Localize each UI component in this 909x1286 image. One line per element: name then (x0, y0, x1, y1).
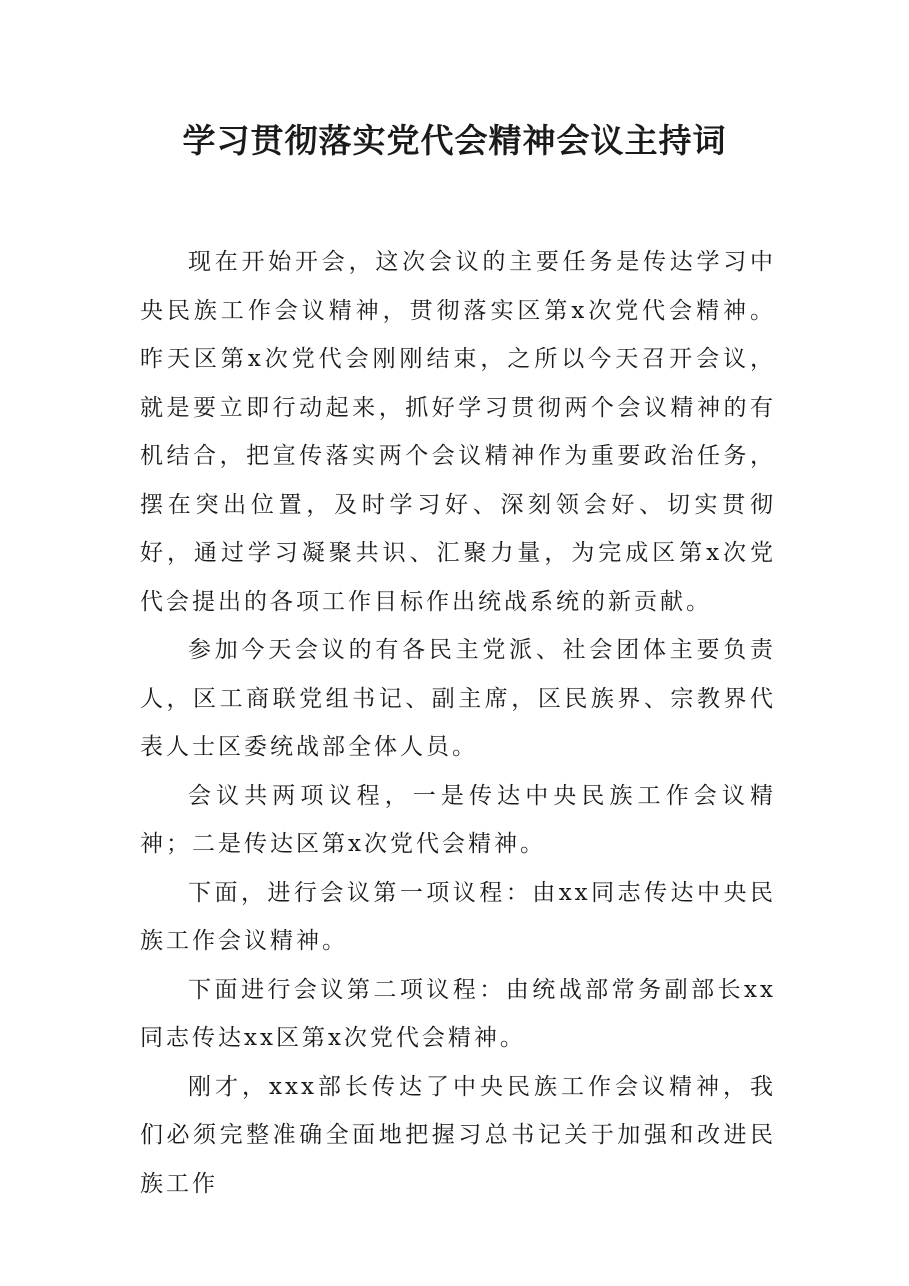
document-body (140, 238, 776, 1208)
paragraph-opening: 现在开始开会，这次会议的主要任务是传达学习中央民族工作会议精神，贯彻落实区第x次党代会精神。昨天区第x次党代会刚刚结束，之所以今天召开会议，就是要立即行动起来，抓好学习贯彻两个会议精神的有机结合，把宣传落实两个会议精神作为重要政治任务，摆在突出位置，及时学习好、深刻领会好、切实贯彻好，通过学习凝聚共识、汇聚力量，为完成区第x次党代会提出的各项工作目标作出统战系统的新贡献。 (140, 249, 776, 615)
paragraph-attendees: 参加今天会议的有各民主党派、社会团体主要负责人，区工商联党组书记、副主席，区民族界、宗教界代表人士区委统战部全体人员。 (140, 637, 776, 760)
paragraph-agenda-item-2: 下面进行会议第二项议程：由统战部常务副部长xx同志传达xx区第x次党代会精神。 (140, 976, 776, 1051)
document-title: 学习贯彻落实党代会精神会议主持词 (182, 121, 727, 160)
paragraph-agenda-item-1: 下面，进行会议第一项议程：由xx同志传达中央民族工作会议精神。 (140, 879, 776, 954)
paragraph-agenda: 会议共两项议程，一是传达中央民族工作会议精神；二是传达区第x次党代会精神。 (140, 782, 776, 857)
paragraph-closing: 刚才，xxx部长传达了中央民族工作会议精神，我们必须完整准确全面地把握习总书记关于加强和改进民族工作 (140, 1073, 776, 1197)
